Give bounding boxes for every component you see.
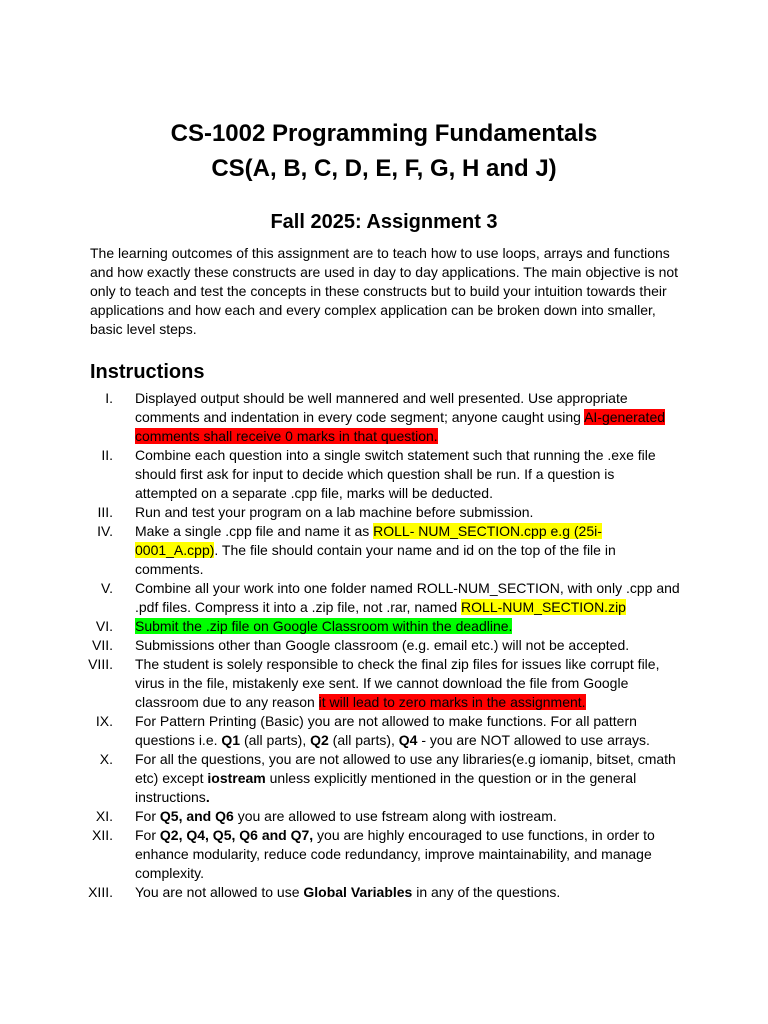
instruction-text: Make a single .cpp file and name it as bbox=[135, 523, 374, 539]
instruction-item bbox=[0, 750, 680, 807]
instruction-text: (all parts), bbox=[328, 732, 399, 748]
highlighted-text: Submit the .zip file on Google Classroom within the deadline. bbox=[135, 618, 513, 634]
highlighted-text: it will lead to zero marks in the assignment. bbox=[318, 694, 586, 710]
instruction-item bbox=[0, 883, 680, 902]
instruction-item bbox=[0, 389, 680, 446]
instruction-text: you are allowed to use fstream along with iostream. bbox=[233, 808, 557, 824]
instruction-number: I. bbox=[105, 390, 113, 406]
bold-text: iostream bbox=[207, 770, 266, 786]
instruction-text: (all parts), bbox=[240, 732, 311, 748]
bold-text: Q1 bbox=[221, 732, 241, 748]
instruction-item bbox=[0, 522, 680, 579]
instruction-text: Run and test your program on a lab machine before submission. bbox=[135, 504, 534, 520]
instruction-text: - you are NOT allowed to use arrays. bbox=[417, 732, 650, 748]
bold-text: Q2 bbox=[310, 732, 329, 748]
instruction-text: Combine each question into a single switch statement such that running the .exe file should first ask for input to decide which question shall be run. If a question is attempted on a separate .cpp file, marks will be deducted. bbox=[135, 447, 656, 501]
instruction-text: For bbox=[135, 827, 160, 843]
highlighted-text: ROLL-NUM_SECTION.zip bbox=[461, 599, 626, 615]
bold-text: Q5, and Q6 bbox=[159, 808, 234, 824]
instruction-number: XIII. bbox=[88, 884, 113, 900]
instructions-heading: Instructions bbox=[90, 361, 205, 383]
instruction-number: II. bbox=[101, 447, 113, 463]
instruction-text: Submissions other than Google classroom (e.g. email etc.) will not be accepted. bbox=[135, 637, 630, 653]
instruction-number: III. bbox=[97, 504, 113, 520]
bold-text: . bbox=[205, 789, 210, 805]
instruction-text: in any of the questions. bbox=[412, 884, 561, 900]
instruction-item bbox=[0, 617, 680, 636]
intro-paragraph: The learning outcomes of this assignment are to teach how to use loops, arrays and functions and how exactly these constructs are used in day to day applications. The main objective is not only to teach and test the concepts in these constructs but to build your intuition towards their applications and how each and every complex application can be broken down into smaller, basic level steps. bbox=[90, 245, 679, 337]
instruction-text: Combine all your work into one folder named ROLL-NUM_SECTION, with only .cpp and .pdf files. Compress it into a .zip file, not .rar, named bbox=[135, 580, 680, 615]
instruction-text: unless explicitly mentioned in the question or in the general instructions bbox=[135, 770, 637, 805]
instruction-text: For all the questions, you are not allowed to use any libraries(e.g iomanip, bitset, cmath etc) except bbox=[135, 751, 676, 786]
instruction-text: For Pattern Printing (Basic) you are not allowed to make functions. For all pattern questions i.e. bbox=[135, 713, 637, 748]
highlighted-text: AI-generated comments shall receive 0 marks in that question. bbox=[135, 409, 666, 444]
bold-text: Global Variables bbox=[303, 884, 413, 900]
bold-text: Q2, Q4, Q5, Q6 and Q7, bbox=[159, 827, 314, 843]
instruction-text: . The file should contain your name and id on the top of the file in comments. bbox=[135, 542, 616, 577]
instructions-list bbox=[0, 389, 768, 902]
instruction-item bbox=[0, 636, 680, 655]
instruction-item bbox=[0, 807, 680, 826]
instruction-item bbox=[0, 579, 680, 617]
instruction-number: XI. bbox=[95, 808, 113, 824]
instruction-number: VII. bbox=[91, 637, 113, 653]
instruction-number: IX. bbox=[95, 713, 113, 729]
instruction-item bbox=[0, 503, 680, 522]
instruction-item bbox=[0, 446, 680, 503]
instruction-text: For bbox=[135, 808, 160, 824]
instruction-item bbox=[0, 655, 680, 712]
highlighted-text: ROLL- NUM_SECTION.cpp e.g (25i-0001_A.cpp) bbox=[135, 523, 602, 558]
course-title: CS-1002 Programming Fundamentals bbox=[170, 120, 598, 147]
instruction-number: V. bbox=[101, 580, 113, 596]
instruction-text: The student is solely responsible to check the final zip files for issues like corrupt file, virus in the file, mistakenly exe sent. If we cannot download the file from Google classroom due to any reason bbox=[135, 656, 660, 710]
instruction-item bbox=[0, 826, 680, 883]
instruction-text: Displayed output should be well mannered and well presented. Use appropriate comments and indentation in every code segment; anyone caught using bbox=[135, 390, 628, 425]
instruction-item bbox=[0, 712, 680, 750]
instruction-number: XII. bbox=[91, 827, 113, 843]
instruction-text: You are not allowed to use bbox=[135, 884, 304, 900]
course-sections: CS(A, B, C, D, E, F, G, H and J) bbox=[211, 155, 557, 182]
instruction-number: VI. bbox=[95, 618, 113, 634]
instruction-number: X. bbox=[99, 751, 113, 767]
instruction-number: VIII. bbox=[88, 656, 113, 672]
assignment-title: Fall 2025: Assignment 3 bbox=[270, 211, 498, 233]
bold-text: Q4 bbox=[398, 732, 418, 748]
instruction-text: you are highly encouraged to use functions, in order to enhance modularity, reduce code redundancy, improve maintainability, and manage complexity. bbox=[135, 827, 655, 881]
instruction-number: IV. bbox=[97, 523, 113, 539]
